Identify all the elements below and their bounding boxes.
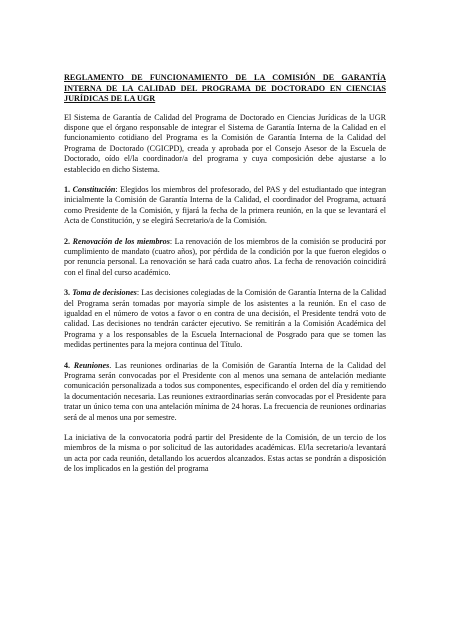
section-renovacion <box>64 237 386 279</box>
section-heading: Constitución <box>72 184 116 194</box>
section-heading: Reuniones <box>73 360 110 370</box>
section-heading: Toma de decisiones <box>72 288 137 298</box>
section-reuniones <box>64 361 386 423</box>
section-text: : La renovación de los miembros de la comisión se producirá por cumplimiento de mandato (cuatro años), por pérdida de la condición por la que fueron elegidos o por renuncia personal. La renovación se hará cada cuatro años. La fecha de renovación coincidirá con el final del curso académico. <box>64 236 386 277</box>
section-text: : Elegidos los miembros del profesorado, del PAS y del estudiantado que integran inicialmente la Comisión de Garantía Interna de la Calidad, el coordinador del Programa, actuará como Presidente de la Comisión, y fijará la fecha de la primera reunión, en la que se levantará el Acta de Constitución, y se elegirá Secretario/a de la Comisión. <box>64 184 386 226</box>
section-text: . Las reuniones ordinarias de la Comisión de Garantía Interna de la Calidad del Programa serán convocadas por el Presidente con al menos una semana de antelación mediante comunicación personalizada a todos sus componentes, especificando el orden del día y remitiendo la documentación necesaria. Las reuniones extraordinarias serán convocadas por el Presidente para tratar un único tema con una antelación mínima de 24 horas. La frecuencia de reuniones ordinarias será de al menos una por semestre. <box>64 360 386 422</box>
section-heading: Renovación de los miembros <box>72 236 170 246</box>
section-constitucion <box>64 185 386 227</box>
section-number: 1. <box>64 184 71 194</box>
intro-paragraph: El Sistema de Garantía de Calidad del Programa de Doctorado en Ciencias Jurídicas de la UGR dispone que el órgano responsable de integrar el Sistema de Garantía Interna de la Calidad en el funcionamiento cotidiano del Programa es la Comisión de Garantía Interna de la Calidad del Programa de Doctorado (CGICPD), creada y aprobada por el Consejo Asesor de la Escuela de Doctorado, oído el/la coordinador/a del programa y cuya composición debe ajustarse a lo establecido en dicho Sistema. <box>64 112 386 174</box>
section-text: : Las decisiones colegiadas de la Comisión de Garantía Interna de la Calidad del Programa serán tomadas por mayoría simple de los asistentes a la reunión. En el caso de igualdad en el número de votos a favor o en contra de una decisión, el Presidente tendrá voto de calidad. Las decisiones no tendrán carácter ejecutivo. Se remitirán a la Comisión Académica del Programa y a los responsables de la Escuela Internacional de Posgrado para que se tomen las medidas pertinentes para la mejora continua del Título. <box>64 288 387 350</box>
section-number: 4. <box>64 360 71 370</box>
closing-paragraph: La iniciativa de la convocatoria podrá partir del Presidente de la Comisión, de un tercio de los miembros de la misma o por solicitud de las autoridades académicas. El/la secretario/a levantará un acta por cada reunión, detallando los acuerdos alcanzados. Estas actas se pondrán a disposición de los implicados en la gestión del programa <box>64 433 386 474</box>
section-toma-decisiones <box>64 288 386 350</box>
document-title: REGLAMENTO DE FUNCIONAMIENTO DE LA COMISIÓN DE GARANTÍA INTERNA DE LA CALIDAD DEL PROGRAMA DE DOCTORADO EN CIENCIAS JURÍDICAS DE LA UGR <box>64 73 386 103</box>
document-content <box>64 73 386 485</box>
section-number: 3. <box>64 288 71 298</box>
section-number: 2. <box>64 236 71 246</box>
